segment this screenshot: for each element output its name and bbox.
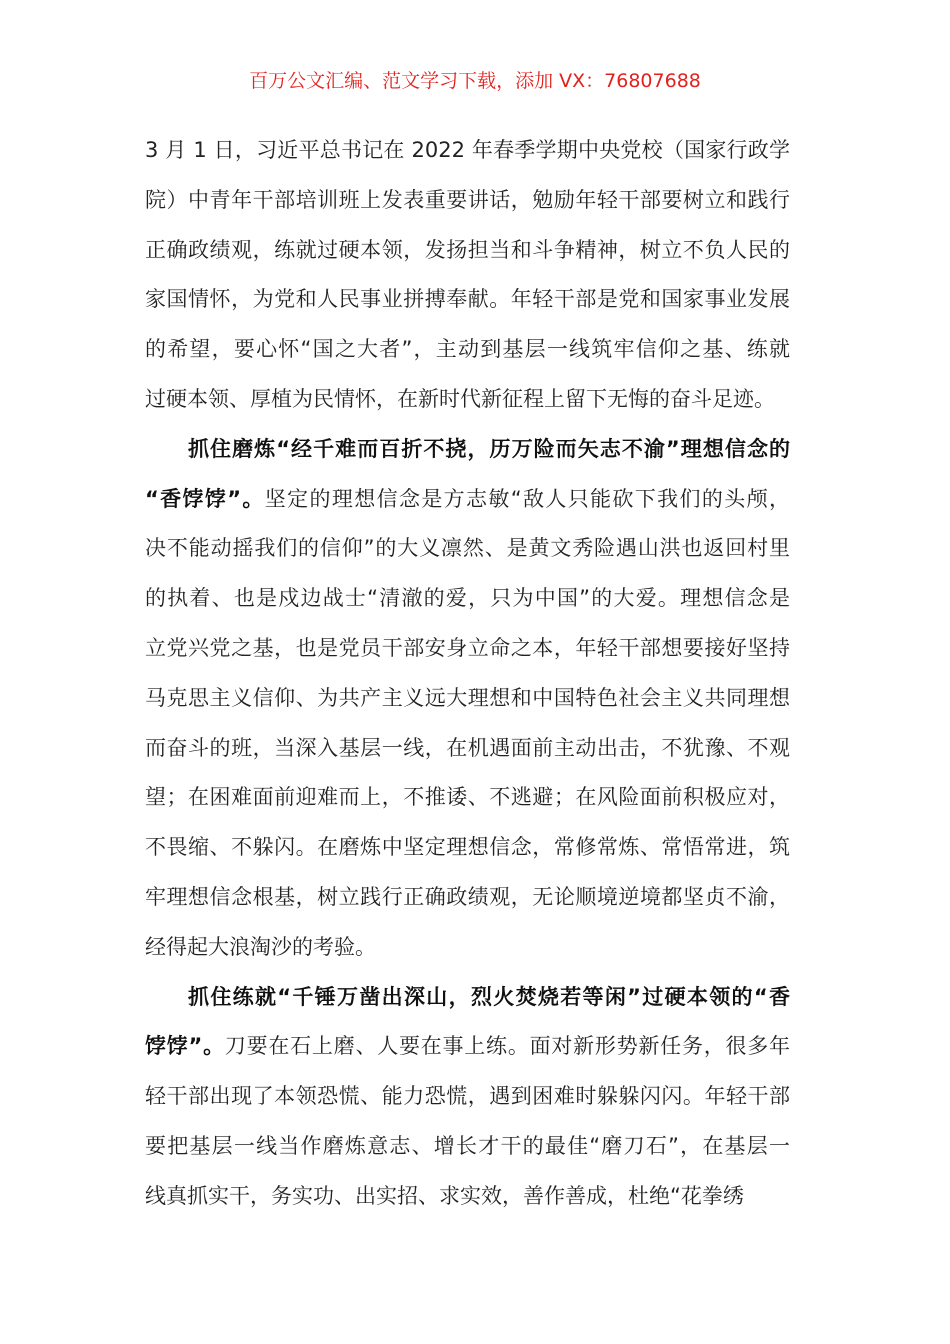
text-line	[145, 823, 790, 873]
body-text: 线真抓实干，务实功、出实招、求实效，善作善成，杜绝“花拳绣	[145, 1183, 744, 1208]
text-line	[145, 574, 790, 624]
text-line	[145, 923, 790, 973]
text-line	[145, 524, 790, 574]
text-line	[145, 1172, 790, 1222]
body-text: 要把基层一线当作磨炼意志、增长才干的最佳“磨刀石”，在基层一	[145, 1133, 790, 1158]
text-line	[145, 375, 790, 425]
text-line	[145, 674, 790, 724]
bold-heading-text: 饽饽”。	[145, 1034, 225, 1059]
text-line	[145, 425, 790, 475]
text-line	[145, 724, 790, 774]
body-text: 正确政绩观，练就过硬本领，发扬担当和斗争精神，树立不负人民的	[145, 237, 790, 262]
body-text: 不畏缩、不躲闪。在磨炼中坚定理想信念，常修常炼、常悟常进，筑	[145, 835, 790, 860]
body-text: 而奋斗的班，当深入基层一线，在机遇面前主动出击，不犹豫、不观	[145, 735, 790, 760]
body-text: 坚定的理想信念是方志敏“敌人只能砍下我们的头颅，	[264, 486, 790, 511]
body-text: 家国情怀，为党和人民事业拼搏奉献。年轻干部是党和国家事业发展	[145, 287, 790, 312]
text-line	[145, 1072, 790, 1122]
body-text: 马克思主义信仰、为共产主义远大理想和中国特色社会主义共同理想	[145, 685, 790, 710]
body-text: 经得起大浪淘沙的考验。	[145, 934, 376, 959]
text-line	[145, 475, 790, 525]
text-line	[145, 873, 790, 923]
body-text: 刀要在石上磨、人要在事上练。面对新形势新任务，很多年	[224, 1034, 790, 1059]
text-line	[145, 973, 790, 1023]
body-text: 轻干部出现了本领恐慌、能力恐慌，遇到困难时躲躲闪闪。年轻干部	[145, 1084, 790, 1109]
body-text: 3 月 1 日，习近平总书记在 2022 年春季学期中央党校（国家行政学	[145, 138, 790, 162]
body-text: 的希望，要心怀“国之大者”，主动到基层一线筑牢信仰之基、练就	[145, 337, 790, 362]
body-text: 立党兴党之基，也是党员干部安身立命之本，年轻干部想要接好坚持	[145, 635, 790, 660]
body-text: 的执着、也是戍边战士“清澈的爱，只为中国”的大爱。理想信念是	[145, 586, 790, 611]
text-line	[145, 176, 790, 226]
text-line	[145, 275, 790, 325]
body-text: 望；在困难面前迎难而上，不推诿、不逃避；在风险面前积极应对，	[145, 785, 790, 810]
bold-heading-text: 抓住磨炼“经千难而百折不挠，历万险而矢志不渝”理想信念的	[188, 436, 790, 461]
bold-heading-text: “香饽饽”。	[145, 486, 265, 511]
text-line	[145, 624, 790, 674]
body-text: 院）中青年干部培训班上发表重要讲话，勉励年轻干部要树立和践行	[145, 187, 790, 212]
text-line	[145, 325, 790, 375]
text-line	[145, 226, 790, 276]
text-line	[145, 773, 790, 823]
body-text: 决不能动摇我们的信仰”的大义凛然、是黄文秀险遇山洪也返回村里	[145, 536, 790, 561]
text-line	[145, 126, 790, 176]
body-text: 牢理想信念根基，树立践行正确政绩观，无论顺境逆境都坚贞不渝，	[145, 884, 790, 909]
bold-heading-text: 抓住练就“千锤万凿出深山，烈火焚烧若等闲”过硬本领的“香	[188, 984, 790, 1009]
document-body	[145, 126, 790, 1222]
text-line	[145, 1122, 790, 1172]
body-text: 过硬本领、厚植为民情怀，在新时代新征程上留下无悔的奋斗足迹。	[145, 386, 775, 411]
text-line	[145, 1022, 790, 1072]
watermark-header: 百万公文汇编、范文学习下载，添加 VX：76807688	[249, 70, 701, 92]
